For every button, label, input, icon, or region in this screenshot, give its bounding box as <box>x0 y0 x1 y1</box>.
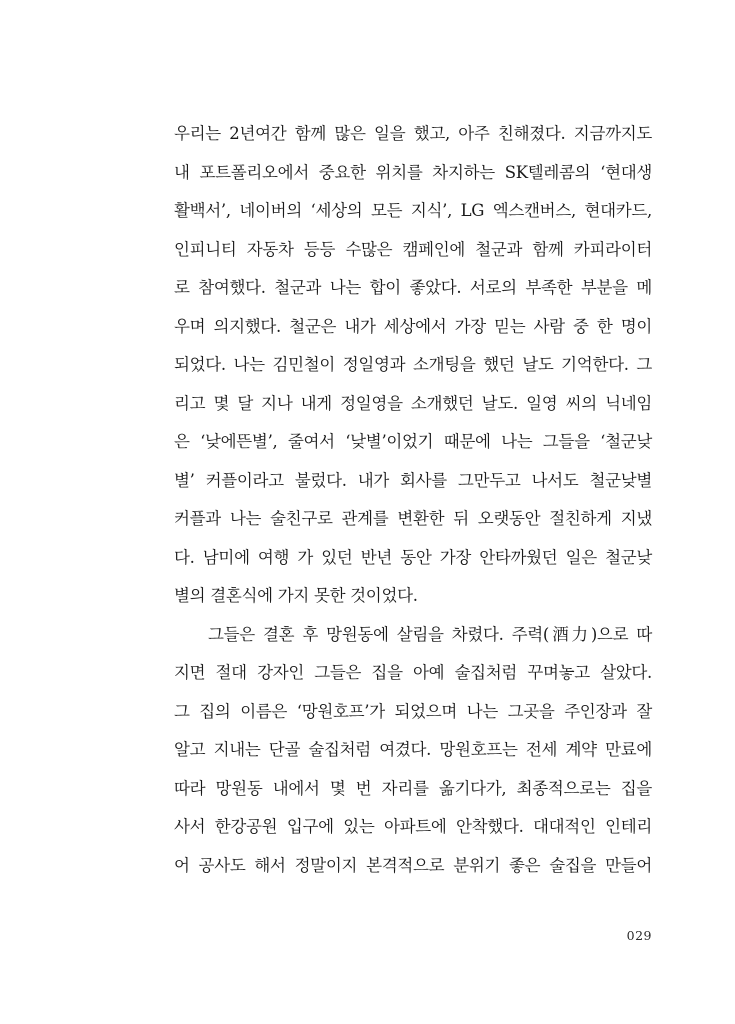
text-line-7: 되었다. 나는 김민철이 정일영과 소개팅을 했던 날도 기억한다. 그 <box>174 355 652 374</box>
text-line-5: 로 참여했다. 철군과 나는 합이 좋았다. 서로의 부족한 부분을 메 <box>174 278 652 297</box>
body-text <box>174 115 652 885</box>
text-line-1: 우리는 2년여간 함께 많은 일을 했고, 아주 친해졌다. 지금까지도 <box>174 124 652 143</box>
text-line-16: 그 집의 이름은 ‘망원호프’가 되었으며 나는 그곳을 주인장과 잘 <box>174 701 652 721</box>
text-line-14: 그들은 결혼 후 망원동에 살림을 차렸다. 주력(酒力)으로 따 <box>208 624 652 644</box>
text-line-10: 별’ 커플이라고 불렀다. 내가 회사를 그만두고 나서도 철군낮별 <box>174 470 652 490</box>
text-line-6: 우며 의지했다. 철군은 내가 세상에서 가장 믿는 사람 중 한 명이 <box>174 316 652 336</box>
text-line-12: 다. 남미에 여행 가 있던 반년 동안 가장 안타까웠던 일은 철군낮 <box>174 547 652 567</box>
text-line-17: 알고 지내는 단골 술집처럼 여겼다. 망원호프는 전세 계약 만료에 <box>174 740 652 759</box>
text-line-11: 커플과 나는 술친구로 관계를 변환한 뒤 오랫동안 절친하게 지냈 <box>174 509 652 528</box>
text-line-3: 활백서’, 네이버의 ‘세상의 모든 지식’, LG 엑스캔버스, 현대카드, <box>174 201 652 220</box>
text-line-8: 리고 몇 달 지나 내게 정일영을 소개했던 날도. 일영 씨의 닉네임 <box>174 393 652 413</box>
text-line-2: 내 포트폴리오에서 중요한 위치를 차지하는 SK텔레콤의 ‘현대생 <box>174 162 652 182</box>
text-line-13: 별의 결혼식에 가지 못한 것이었다. <box>174 586 418 605</box>
text-line-9: 은 ‘낮에뜬별’, 줄여서 ‘낮별’이었기 때문에 나는 그들을 ‘철군낮 <box>174 432 652 451</box>
text-line-4: 인피니티 자동차 등등 수많은 캠페인에 철군과 함께 카피라이터 <box>174 239 652 259</box>
text-line-20: 어 공사도 해서 정말이지 본격적으로 분위기 좋은 술집을 만들어 <box>174 855 652 875</box>
page-number: 029 <box>626 928 652 943</box>
text-line-18: 따라 망원동 내에서 몇 번 자리를 옮기다가, 최종적으로는 집을 <box>174 778 652 798</box>
text-line-19: 사서 한강공원 입구에 있는 아파트에 안착했다. 대대적인 인테리 <box>174 817 652 836</box>
text-line-15: 지면 절대 강자인 그들은 집을 아예 술집처럼 꾸며놓고 살았다. <box>174 663 652 682</box>
